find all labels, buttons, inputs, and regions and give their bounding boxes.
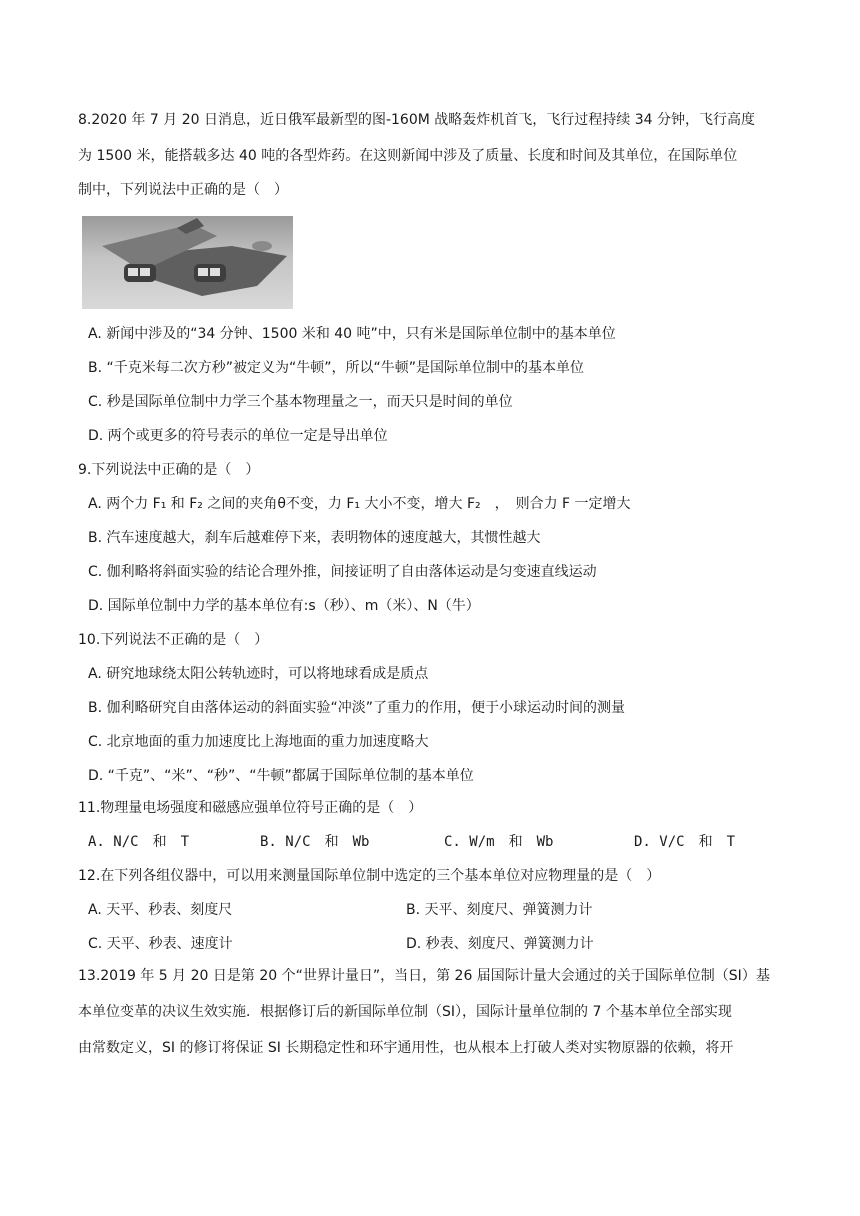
q9-stem: 9.下列说法中正确的是（ ）: [78, 462, 260, 478]
q11-option-b: B. N/C 和 Wb: [260, 834, 370, 850]
q8-stem-line3: 制中，下列说法中正确的是（ ）: [78, 182, 288, 198]
q11-option-d: D. V/C 和 T: [634, 834, 736, 850]
q12-option-d: D. 秒表、刻度尺、弹簧测力计: [406, 936, 594, 952]
q9-option-c: C. 伽利略将斜面实验的结论合理外推，间接证明了自由落体运动是匀变速直线运动: [88, 564, 597, 580]
q11-options-row: [0, 832, 860, 852]
q8-option-c: C. 秒是国际单位制中力学三个基本物理量之一，而天只是时间的单位: [88, 394, 513, 410]
q12-option-a: A. 天平、秒表、刻度尺: [88, 902, 233, 918]
aircraft-illustration: [82, 216, 293, 309]
q11-stem: 11.物理量电场强度和磁感应强单位符号正确的是（ ）: [78, 800, 423, 816]
q10-option-c: C. 北京地面的重力加速度比上海地面的重力加速度略大: [88, 734, 429, 750]
q12-option-c: C. 天平、秒表、速度计: [88, 936, 233, 952]
q8-option-b: B. “千克米每二次方秒”被定义为“牛顿”，所以“牛顿”是国际单位制中的基本单位: [88, 360, 585, 376]
q8-option-d: D. 两个或更多的符号表示的单位一定是导出单位: [88, 428, 388, 444]
q10-option-d: D. “千克”、“米”、“秒”、“牛顿”都属于国际单位制的基本单位: [88, 768, 474, 784]
q9-option-d: D. 国际单位制中力学的基本单位有:s（秒）、m（米）、N（牛）: [88, 598, 480, 614]
q10-stem: 10.下列说法不正确的是（ ）: [78, 632, 269, 648]
bomber-aircraft-photo: [82, 216, 293, 309]
q13-stem-line1: 13.2019 年 5 月 20 日是第 20 个“世界计量日”，当日，第 26 届国际计量大会通过的关于国际单位制（SI）基: [78, 968, 770, 984]
q12-option-b: B. 天平、刻度尺、弹簧测力计: [406, 902, 593, 918]
q8-option-a: A. 新闻中涉及的“34 分钟、1500 米和 40 吨”中，只有米是国际单位制中的基本单位: [88, 326, 616, 342]
q13-stem-line3: 由常数定义，SI 的修订将保证 SI 长期稳定性和环宇通用性，也从根本上打破人类对实物原器的依赖，将开: [78, 1040, 734, 1056]
q8-stem-line1: 8.2020 年 7 月 20 日消息，近日俄军最新型的图-160M 战略轰炸机首飞，飞行过程持续 34 分钟，飞行高度: [78, 112, 755, 128]
q13-stem-line2: 本单位变革的决议生效实施．根据修订后的新国际单位制（SI），国际计量单位制的 7 个基本单位全部实现: [78, 1004, 732, 1020]
q9-option-b: B. 汽车速度越大，刹车后越难停下来，表明物体的速度越大，其惯性越大: [88, 530, 541, 546]
q10-option-a: A. 研究地球绕太阳公转轨迹时，可以将地球看成是质点: [88, 666, 429, 682]
q10-option-b: B. 伽利略研究自由落体运动的斜面实验“冲淡”了重力的作用，便于小球运动时间的测量: [88, 700, 626, 716]
q8-stem-line2: 为 1500 米，能搭载多达 40 吨的各型炸药。在这则新闻中涉及了质量、长度和时间及其单位，在国际单位: [78, 148, 738, 164]
q11-option-a: A. N/C 和 T: [88, 834, 190, 850]
q11-option-c: C. W/m 和 Wb: [444, 834, 554, 850]
q12-stem: 12.在下列各组仪器中，可以用来测量国际单位制中选定的三个基本单位对应物理量的是（ ）: [78, 868, 661, 884]
q9-option-a: A. 两个力 F₁ 和 F₂ 之间的夹角θ不变，力 F₁ 大小不变，增大 F₂ ， 则合力 F 一定增大: [88, 496, 631, 512]
